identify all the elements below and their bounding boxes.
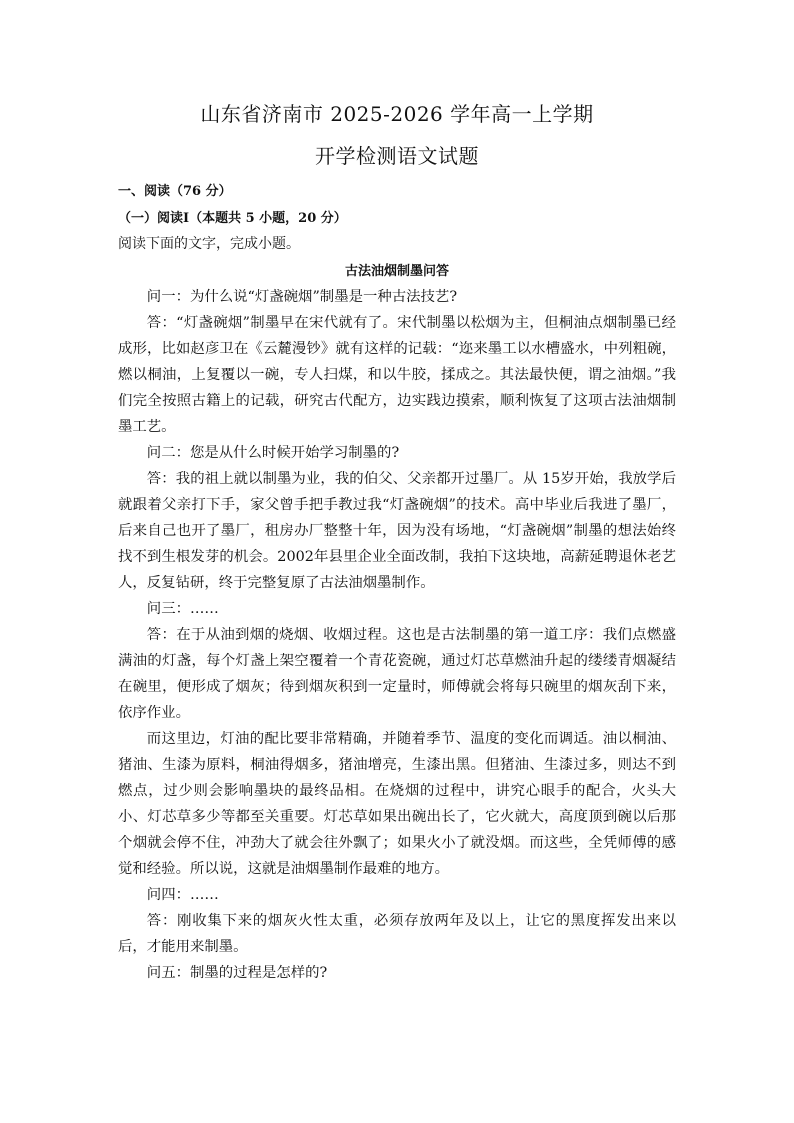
- paragraph-a1: 答：“灯盏碗烟”制墨早在宋代就有了。宋代制墨以松烟为主，但桐油点烟制墨已经成形，比如赵彦卫在《云麓漫钞》就有这样的记载：“迩来墨工以水槽盛水，中列粗碗，燃以桐油，上复覆以一碗，专人扫煤，和以牛胶，揉成之。其法最快便，谓之油烟。”我们完全按照古籍上的记载，研究古代配方，边实践边摸索，顺利恢复了这项古法油烟制墨工艺。: [118, 315, 676, 435]
- paragraph-q4: 问四：……: [146, 887, 219, 903]
- paragraph-q3: 问三：……: [146, 601, 219, 617]
- paragraph-q1: 问一：为什么说“灯盏碗烟”制墨是一种古法技艺?: [146, 289, 458, 305]
- paragraph-a2: 答：我的祖上就以制墨为业，我的伯父、父亲都开过墨厂。从 15岁开始，我放学后就跟着父亲打下手，家父曾手把手教过我“灯盏碗烟”的技术。高中毕业后我进了墨厂，后来自己也开了墨厂，租房办厂整整十年，因为没有场地，“灯盏碗烟”制墨的想法始终找不到生根发芽的机会。2002年县里企业全面改制，我拍下这块地，高薪延聘退休老艺人，反复钻研，终于完整复原了古法油烟墨制作。: [118, 471, 676, 591]
- document-title-line-2: 开学检测语文试题: [315, 144, 479, 168]
- subsection-heading-reading-1: （一）阅读Ⅰ（本题共 5 小题，20 分）: [118, 211, 347, 226]
- section-heading-reading: 一、阅读（76 分）: [118, 184, 232, 199]
- paragraph-q2: 问二：您是从什么时候开始学习制墨的?: [146, 445, 400, 461]
- reading-instruction: 阅读下面的文字，完成小题。: [118, 236, 300, 252]
- document-title-line-1: 山东省济南市 2025-2026 学年高一上学期: [200, 102, 594, 126]
- article-body: [118, 284, 676, 986]
- paragraph-a3-continued: 而这里边，灯油的配比要非常精确，并随着季节、温度的变化而调适。油以桐油、猪油、生漆为原料，桐油得烟多，猪油增亮，生漆出黑。但猪油、生漆过多，则达不到燃点，过少则会影响墨块的最终品相。在烧烟的过程中，讲究心眼手的配合，火头大小、灯芯草多少等都至关重要。灯芯草如果出碗出长了，它火就大，高度顶到碗以后那个烟就会停不住，冲劲大了就会往外飘了；如果火小了就没烟。而这些，全凭师傅的感觉和经验。所以说，这就是油烟墨制作最难的地方。: [118, 731, 676, 877]
- paragraph-a4: 答：刚收集下来的烟灰火性太重，必须存放两年及以上，让它的黑度挥发出来以后，才能用来制墨。: [118, 913, 676, 955]
- paragraph-a3: 答：在于从油到烟的烧烟、收烟过程。这也是古法制墨的第一道工序：我们点燃盛满油的灯盏，每个灯盏上架空覆着一个青花瓷碗，通过灯芯草燃油升起的缕缕青烟凝结在碗里，便形成了烟灰；待到烟灰积到一定量时，师傅就会将每只碗里的烟灰刮下来，依序作业。: [118, 627, 676, 721]
- article-title: 古法油烟制墨问答: [344, 264, 449, 279]
- paragraph-q5: 问五：制墨的过程是怎样的?: [146, 965, 328, 981]
